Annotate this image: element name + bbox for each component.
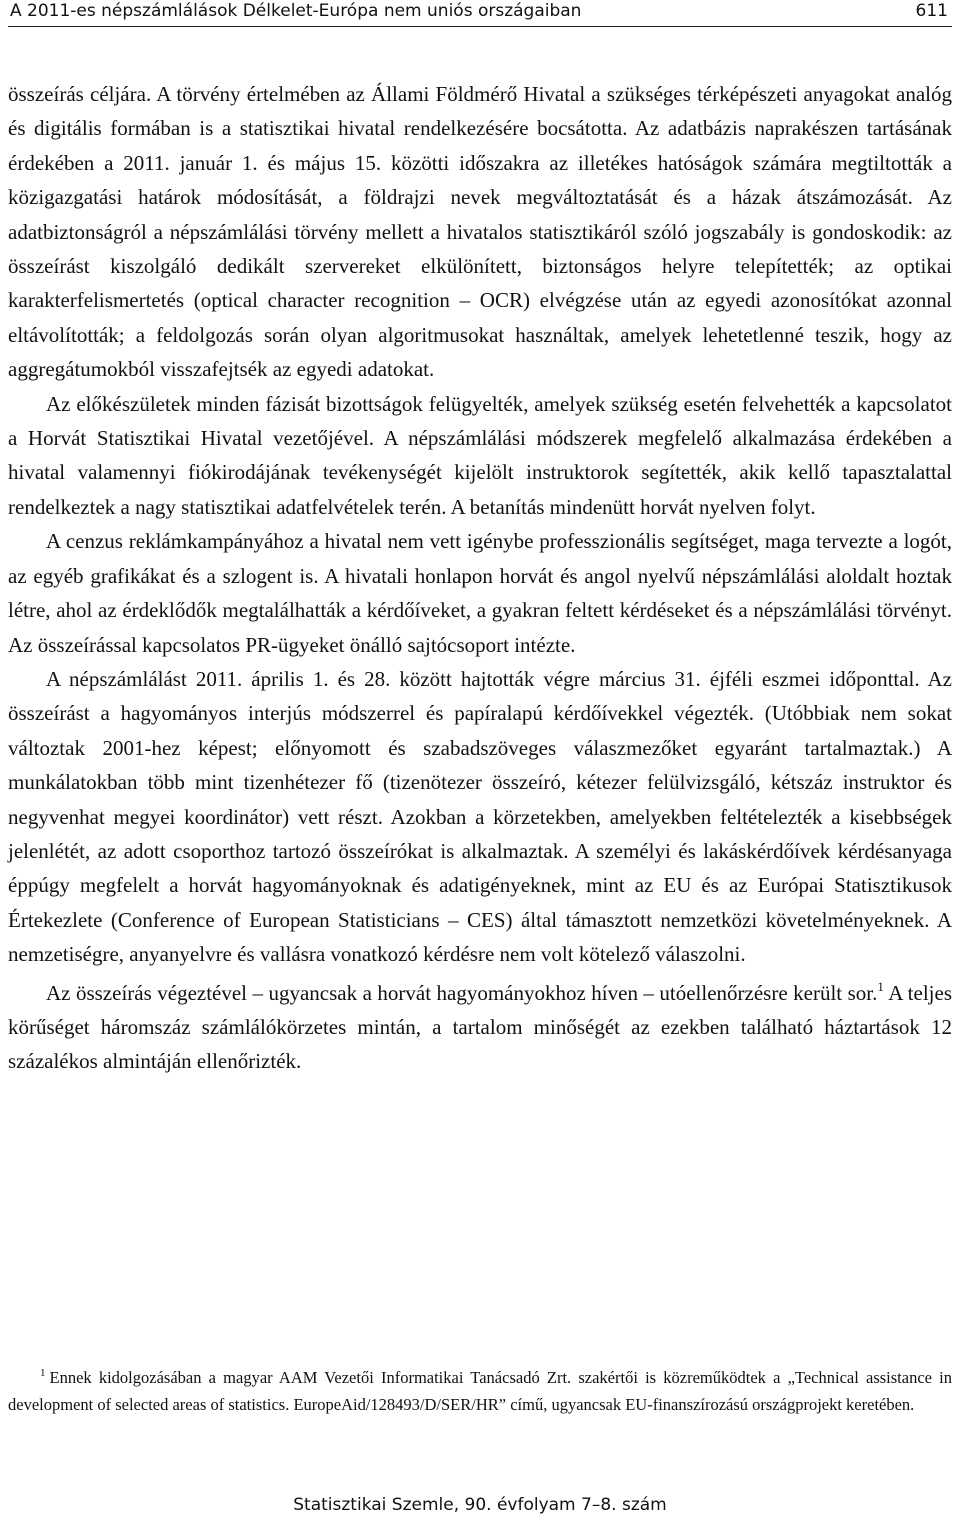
paragraph-3: A cenzus reklámkampányához a hivatal nem vett igénybe professzionális segítséget, maga tervezte a logót, az egyéb grafikákat és a szlogent is. A hivatali honlapon horvát és angol nyelvű népszámlálási aloldalt hoztak létre, ahol az érdeklődők megtalálhatták a kérdőíveket, a gyakran feltett kérdéseket és a népszámlálási törvényt. Az összeírással kapcsolatos PR-ügyeket önálló sajtócsoport intézte. — [8, 529, 952, 657]
paragraph-2: Az előkészületek minden fázisát bizottságok felügyelték, amelyek szükség esetén felvehették a kapcsolatot a Horvát Statisztikai Hivatal vezetőjével. A népszámlálási módszerek megfelelő alkalmazása érdekében a hivatal valamennyi fiókirodájának tevékenységét kijelölt instruktorok segítették, akik kellő tapasztalattal rendelkeztek a nagy statisztikai adatfelvételek terén. A betanítás mindenütt horvát nyelven folyt. — [8, 391, 952, 519]
footnote — [8, 1364, 952, 1418]
footnote-reference[interactable]: 1 — [877, 978, 884, 994]
running-header — [8, 0, 952, 27]
paragraph-5-text-cont: A teljes körűséget háromszáz számlálókörzetes mintán, a tartalom minőségét az ezekben található háztartások 12 százalékos almintáján ellenőrizték. — [8, 980, 952, 1074]
footnote-paragraph — [8, 1364, 952, 1418]
page-number: 611 — [915, 1, 948, 21]
footnote-mark: 1 — [40, 1367, 46, 1379]
footnote-text: Ennek kidolgozásában a magyar AAM Vezetői Informatikai Tanácsadó Zrt. szakértői is közreműködtek a „Technical assistance in development of selected areas of statistics. EuropeAid/128493/D/SER/HR” című, ugyancsak EU-finanszírozású országprojekt keretében. — [8, 1368, 952, 1414]
body-text — [8, 77, 952, 1079]
paragraph-5 — [8, 976, 952, 1079]
paragraph-1: összeírás céljára. A törvény értelmében az Állami Földmérő Hivatal a szükséges térképészeti anyagokat analóg és digitális formában is a statisztikai hivatal rendelkezésére bocsátotta. Az adatbázis naprakészen tartásának érdekében a 2011. január 1. és május 15. közötti időszakra az illetékes hatóságok számára megtiltották a közigazgatási határok módosítását, a földrajzi nevek megváltoztatását és a házak átszámozását. Az adatbiztonságról a népszámlálási törvény mellett a hivatalos statisztikáról szóló jogszabály is gondoskodik: az összeírást kiszolgáló dedikált szervereket elkülönített, biztonságos helyre telepítették; az optikai karakterfelismertetés (optical character recognition – OCR) elvégzése után az egyedi azonosítókat azonnal eltávolították; a feldolgozás során olyan algoritmusokat használtak, amelyek lehetetlenné teszik, hogy az aggregátumokból visszafejtsék az egyedi adatokat. — [8, 82, 952, 382]
running-footer: Statisztikai Szemle, 90. évfolyam 7–8. szám — [293, 1495, 667, 1515]
running-title: A 2011-es népszámlálások Délkelet-Európa nem uniós országaiban — [10, 1, 582, 21]
paragraph-5-text: Az összeírás végeztével – ugyancsak a horvát hagyományokhoz híven – utóellenőrzésre került sor. — [46, 980, 878, 1005]
paragraph-4: A népszámlálást 2011. április 1. és 28. között hajtották végre március 31. éjféli eszmei időponttal. Az összeírást a hagyományos interjús módszerrel és papíralapú kérdőívekkel végezték. (Utóbbiak nem sokat változtak 2001-hez képest; előnyomott és szabadszöveges válaszmezőket egyaránt tartalmaztak.) A munkálatokban több mint tizenhétezer fő (tizenötezer összeíró, kétezer felülvizsgáló, kétszáz instruktor és negyvenhat megyei koordinátor) vett részt. Azokban a körzetekben, amelyekben feltételezték a kisebbségek jelenlétét, az adott csoporthoz tartozó összeírókat is alkalmaztak. A személyi és lakáskérdőívek kérdésanyaga éppúgy megfelelt a horvát hagyományoknak és adatigényeknek, mint az EU és az Európai Statisztikusok Értekezlete (Conference of European Statisticians – CES) által támasztott nemzetközi követelményeknek. A nemzetiségre, anyanyelvre és vallásra vonatkozó kérdésre nem volt kötelező válaszolni. — [8, 666, 952, 967]
